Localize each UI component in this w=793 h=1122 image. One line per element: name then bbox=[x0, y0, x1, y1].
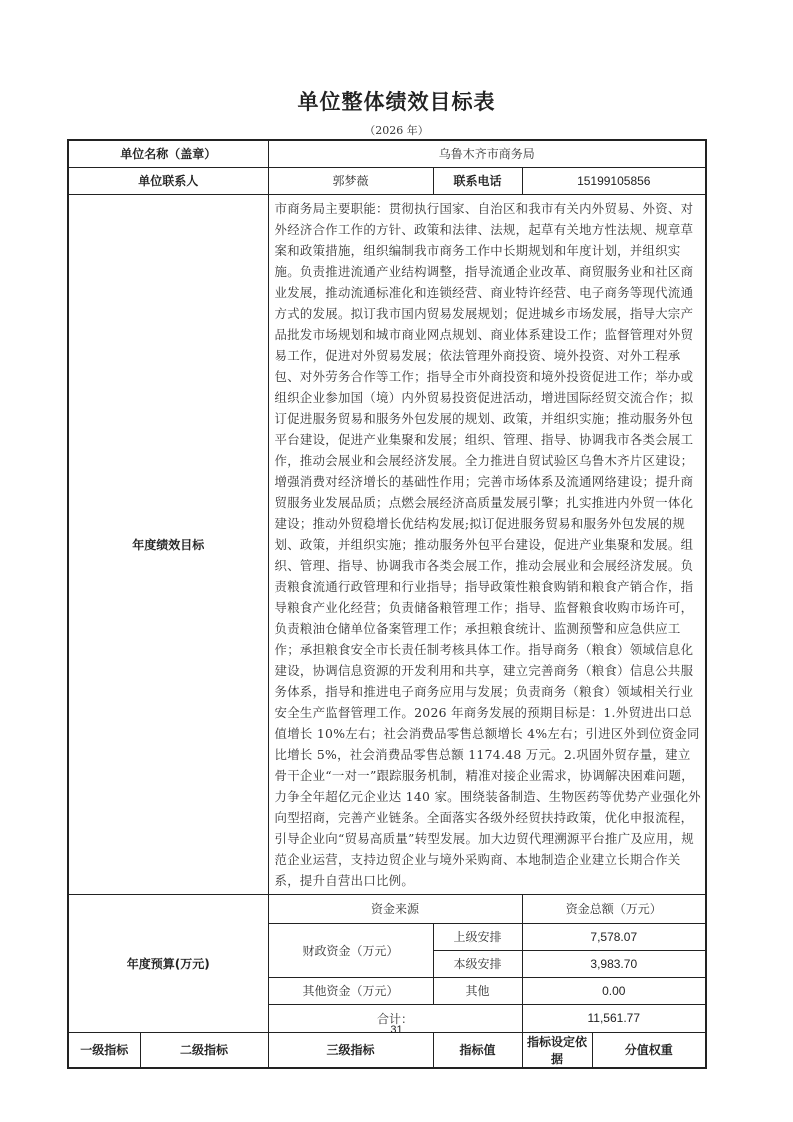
contact-row bbox=[68, 167, 706, 194]
indicator-header-row bbox=[68, 1032, 706, 1068]
unit-name-label: 单位名称（盖章） bbox=[68, 140, 268, 167]
header-basis: 指标设定依据 bbox=[522, 1032, 592, 1068]
annual-goal-label: 年度绩效目标 bbox=[68, 194, 268, 894]
unit-name-row bbox=[68, 140, 706, 167]
phone-label: 联系电话 bbox=[433, 167, 522, 194]
annual-goal-text: 市商务局主要职能：贯彻执行国家、自治区和我市有关内外贸易、外资、对外经济合作工作的方针、政策和法律、法规，起草有关地方性法规、规章草案和政策措施，组织编制我市商务工作中长期规划和年度计划，并组织实施。负责推进流通产业结构调整，指导流通企业改革、商贸服务业和社区商业发展，推动流通标准化和连锁经营、商业特许经营、电子商务等现代流通方式的发展。拟订我市国内贸易发展规划；促进城乡市场发展，指导大宗产品批发市场规划和城市商业网点规划、商业体系建设工作；监督管理对外贸易工作，促进对外贸易发展；依法管理外商投资、境外投资、对外工程承包、对外劳务合作等工作；指导全市外商投资和境外投资促进工作；举办或组织企业参加国（境）内外贸易投资促进活动，增进国际经贸交流合作；拟订促进服务贸易和服务外包发展的规划、政策，并组织实施；推动服务外包平台建设，促进产业集聚和发展；组织、管理、指导、协调我市各类会展工作，推动会展业和会展经济发展。全力推进自贸试验区乌鲁木齐片区建设；增强消费对经济增长的基础性作用；完善市场体系及流通网络建设；提升商贸服务业发展品质；点燃会展经济高质量发展引擎；扎实推进内外贸一体化建设；推动外贸稳增长优结构发展;拟订促进服务贸易和服务外包发展的规划、政策，并组织实施；推动服务外包平台建设，促进产业集聚和发展。组织、管理、指导、协调我市各类会展工作，推动会展业和会展经济发展。负责粮食流通行政管理和行业指导；指导政策性粮食购销和粮食产销合作，指导粮食产业化经营；负责储备粮管理工作；指导、监督粮食收购市场许可，负责粮油仓储单位备案管理工作；承担粮食统计、监测预警和应急供应工作；承担粮食安全市长责任制考核具体工作。指导商务（粮食）领域信息化建设，协调信息资源的开发利用和共享，建立完善商务（粮食）信息公共服务体系，指导和推进电子商务应用与发展；负责商务（粮食）领域相关行业安全生产监督管理工作。2026 年商务发展的预期目标是：1.外贸进出口总值增长 10%左右；社会消费品零售总额增长 4%左右；引进区外到位资金同比增长 5%，社会消费品零售总额 1174.48 万元。2.巩固外贸存量，建立骨干企业“一对一”跟踪服务机制，精准对接企业需求，协调解决困难问题，力争全年超亿元企业达 140 家。围绕装备制造、生物医药等优势产业强化外向型招商，完善产业链条。全面落实各级外经贸扶持政策，优化申报流程，引导企业向“贸易高质量”转型发展。加大边贸代理溯源平台推广及应用，规范企业运营，支持边贸企业与境外采购商、本地制造企业建立长期合作关系，提升自营出口比例。 bbox=[268, 194, 706, 894]
document-title: 单位整体绩效目标表 bbox=[297, 90, 496, 114]
contact-value: 郭梦薇 bbox=[268, 167, 433, 194]
annual-goal-row bbox=[68, 194, 706, 894]
page-number: 31 bbox=[390, 1024, 403, 1036]
phone-value: 15199105856 bbox=[522, 167, 706, 194]
fiscal-funds-label: 财政资金（万元） bbox=[268, 923, 433, 977]
other-sub-label: 其他 bbox=[433, 977, 522, 1004]
budget-label: 年度预算(万元) bbox=[68, 894, 268, 1032]
header-level2: 二级指标 bbox=[140, 1032, 268, 1068]
document-year: （2026 年） bbox=[364, 124, 429, 137]
contact-label: 单位联系人 bbox=[68, 167, 268, 194]
header-weight: 分值权重 bbox=[592, 1032, 706, 1068]
total-label: 合计： bbox=[268, 1004, 522, 1032]
total-amount: 11,561.77 bbox=[522, 1004, 706, 1032]
budget-sub-label: 本级安排 bbox=[433, 950, 522, 977]
performance-target-table bbox=[67, 139, 707, 1069]
header-indicator-value: 指标值 bbox=[433, 1032, 522, 1068]
amount-header: 资金总额（万元） bbox=[522, 894, 706, 923]
budget-sub-label: 上级安排 bbox=[433, 923, 522, 950]
budget-amount: 7,578.07 bbox=[522, 923, 706, 950]
other-funds-label: 其他资金（万元） bbox=[268, 977, 433, 1004]
header-level1: 一级指标 bbox=[68, 1032, 140, 1068]
header-level3: 三级指标 bbox=[268, 1032, 433, 1068]
budget-header-row bbox=[68, 894, 706, 923]
unit-name-value: 乌鲁木齐市商务局 bbox=[268, 140, 706, 167]
source-header: 资金来源 bbox=[268, 894, 522, 923]
budget-amount: 3,983.70 bbox=[522, 950, 706, 977]
other-amount: 0.00 bbox=[522, 977, 706, 1004]
